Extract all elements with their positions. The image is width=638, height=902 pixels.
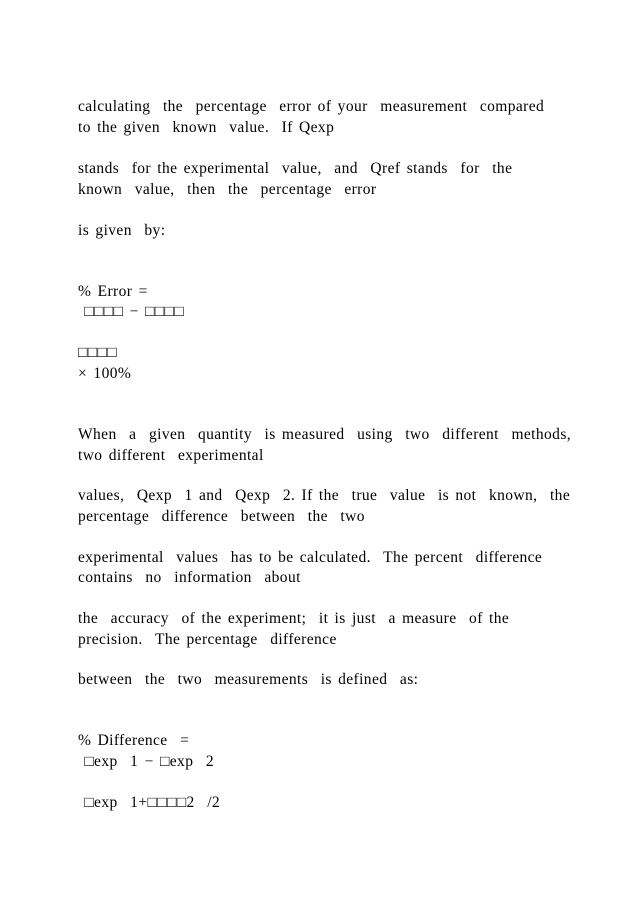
paragraph-6-line-2: contains no information about (78, 569, 301, 586)
paragraph-7-line-2: precision. The percentage difference (78, 631, 337, 648)
paragraph-8-line-1: between the two measurements is defined as: (78, 671, 419, 688)
paragraph-4-line-2: two different experimental (78, 447, 264, 464)
paragraph-4-line-1: When a given quantity is measured using two different methods, (78, 426, 572, 443)
paragraph-1-line-2: to the given known value. If Qexp (78, 119, 335, 136)
paragraph-5-line-2: percentage difference between the two (78, 508, 365, 525)
error-formula-denominator: □□□□ (78, 344, 118, 361)
paragraph-1-line-1: calculating the percentage error of your measurement compared (78, 98, 545, 115)
paragraph-6-line-1: experimental values has to be calculated. The percent difference (78, 549, 543, 566)
paragraph-3-line-1: is given by: (78, 222, 166, 239)
paragraph-7-line-1: the accuracy of the experiment; it is just a measure of the (78, 610, 510, 627)
error-formula-numerator: □□□□ − □□□□ (78, 303, 185, 320)
paragraph-5-line-1: values, Qexp 1 and Qexp 2. If the true value is not known, the (78, 487, 571, 504)
error-formula-multiplier: × 100% (78, 365, 132, 382)
difference-formula-label: % Difference = (78, 732, 190, 749)
error-formula-label: % Error = (78, 283, 148, 300)
paragraph-2-line-1: stands for the experimental value, and Qref stands for the (78, 160, 513, 177)
paragraph-2-line-2: known value, then the percentage error (78, 181, 377, 198)
difference-formula-denominator: □exp 1+□□□□2 /2 (78, 794, 221, 811)
difference-formula-numerator: □exp 1 − □exp 2 (78, 753, 215, 770)
